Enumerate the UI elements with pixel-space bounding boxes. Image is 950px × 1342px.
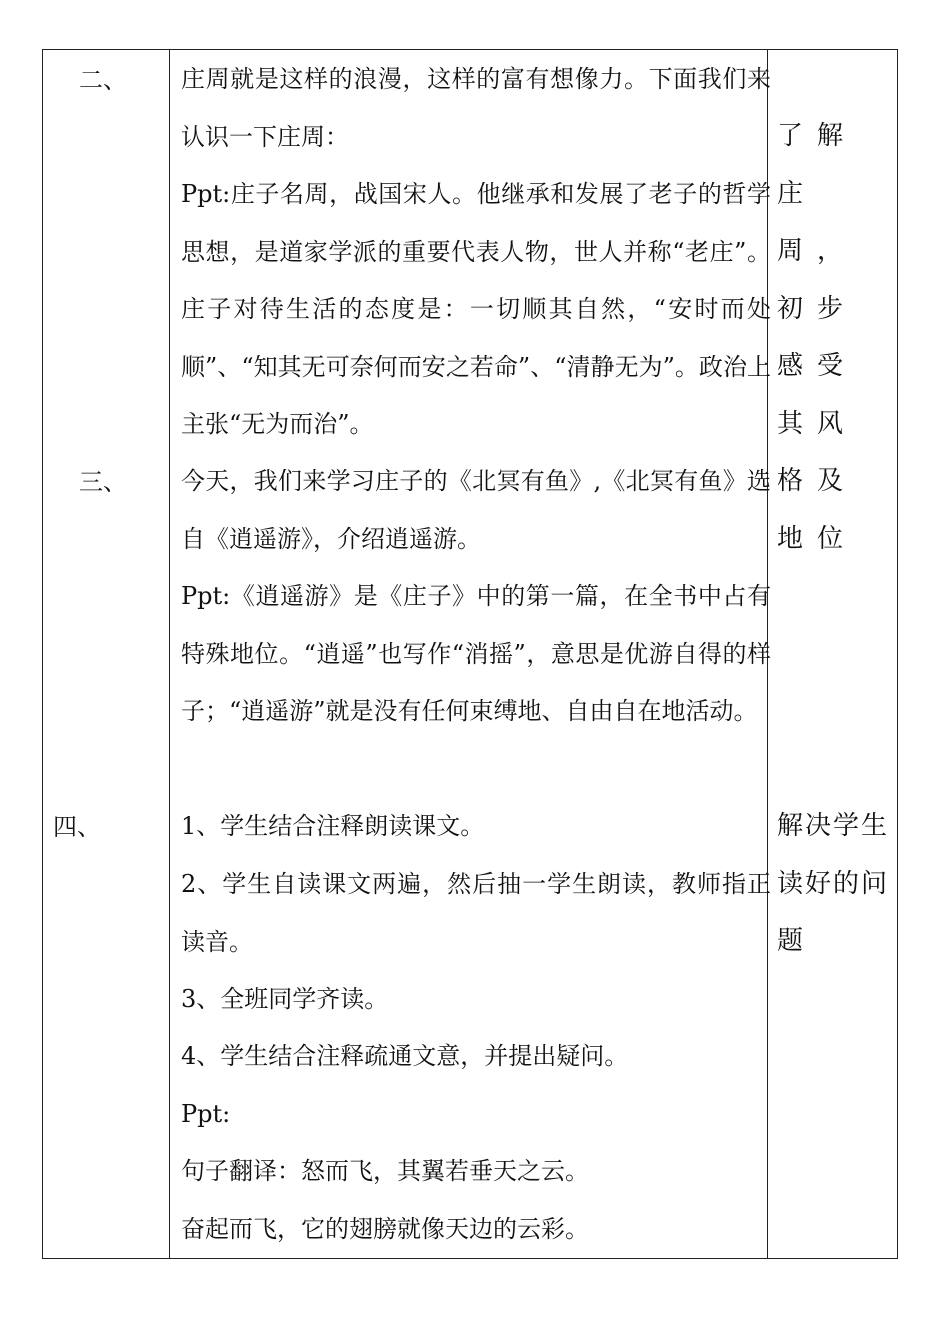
note-goal-zhuangzhou: 了解庄周，初步感受其风格及地位 [777,121,858,554]
step-label-4: 四、 [53,813,101,841]
step-label-3: 三、 [79,468,127,496]
paragraph-ppt-zhuangzi: Ppt:庄子名周，战国宋人。他继承和发展了老子的哲学思想，是道家学派的重要代表人物，世人并称“老庄”。庄子对待生活的态度是：一切顺其自然，“安时而处顺”、“知其无可奈何而安之若命”、“清静无为”。政治上主张“无为而治”。 [181,180,771,438]
ppt-label: Ppt: [181,1100,231,1128]
step-item-4: 4、学生结合注释疏通文意，并提出疑问。 [181,1042,629,1070]
step-item-2: 2、学生自读课文两遍，然后抽一学生朗读，教师指正读音。 [181,870,771,956]
paragraph-intro-zhuangzhou: 庄周就是这样的浪漫，这样的富有想像力。下面我们来认识一下庄周： [181,65,771,151]
note-goal-reading: 解决学生读好的问题 [777,811,890,956]
translation-answer: 奋起而飞，它的翅膀就像天边的云彩。 [181,1215,589,1243]
paragraph-ppt-xiaoyaoyou: Ppt:《逍遥游》是《庄子》中的第一篇，在全书中占有特殊地位。“逍遥”也写作“消摇”，意思是优游自得的样子；“逍遥游”就是没有任何束缚地、自由自在地活动。 [181,582,771,725]
column-divider [169,50,170,1258]
step-label-2: 二、 [79,66,127,94]
step-item-3: 3、全班同学齐读。 [181,985,389,1013]
translation-sentence: 句子翻译：怒而飞，其翼若垂天之云。 [181,1157,589,1185]
step-item-1: 1、学生结合注释朗读课文。 [181,812,485,840]
paragraph-beiming-intro: 今天，我们来学习庄子的《北冥有鱼》,《北冥有鱼》选自《逍遥游》，介绍逍遥游。 [181,467,771,553]
lesson-plan-table [42,49,898,1259]
